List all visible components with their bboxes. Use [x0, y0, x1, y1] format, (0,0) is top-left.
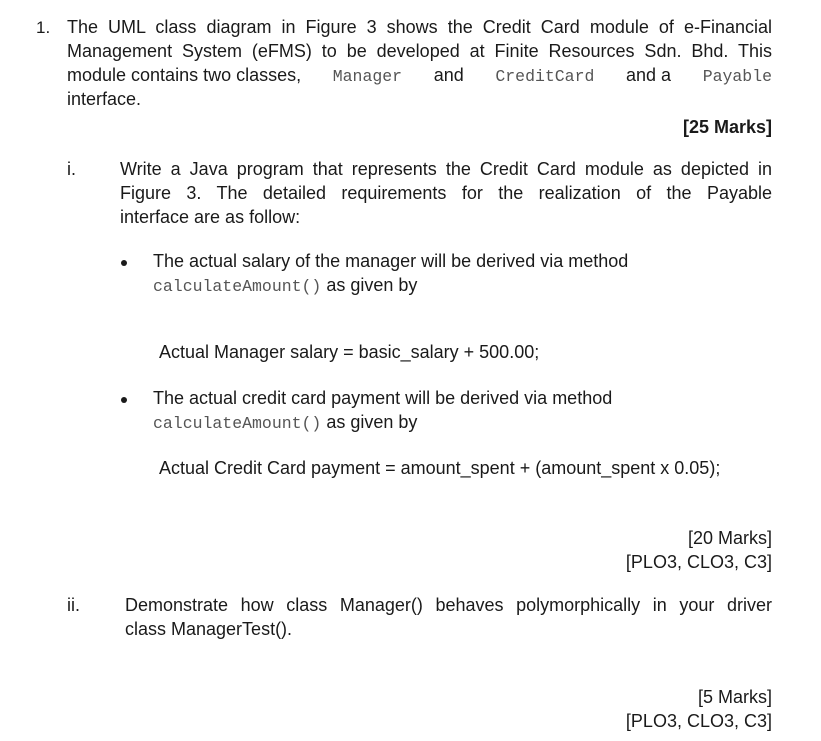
interface-name-payable: Payable	[702, 67, 772, 86]
part-i-marks: [20 Marks]	[687, 528, 772, 548]
bullet-2-marker	[121, 397, 127, 403]
intro-line-2: Management System (eFMS) to be developed at Finite Resources Sdn. Bhd. This	[67, 41, 772, 61]
part-ii-marks: [5 Marks]	[697, 687, 772, 707]
part-ii-outcomes: [PLO3, CLO3, C3]	[625, 711, 772, 731]
intro-line-3	[67, 64, 772, 88]
bullet-1-line-2-rest: as given by	[326, 275, 418, 295]
class-name-creditcard: CreditCard	[495, 67, 595, 86]
intro-line-3-and-a: and a	[626, 65, 672, 85]
bullet-2-line-2	[153, 411, 417, 435]
part-ii-line-2: class ManagerTest().	[125, 619, 293, 639]
intro-line-1: The UML class diagram in Figure 3 shows the Credit Card module of e-Financial	[67, 17, 772, 37]
class-name-manager: Manager	[332, 67, 403, 86]
part-i-line-2: Figure 3. The detailed requirements for the realization of the Payable	[120, 183, 772, 203]
bullet-2-method: calculateAmount()	[153, 414, 322, 433]
part-i-label: i.	[67, 159, 76, 179]
bullet-1-marker	[121, 260, 127, 266]
bullet-1-line-1: The actual salary of the manager will be derived via method	[153, 251, 629, 271]
question-number: 1.	[36, 18, 51, 37]
intro-line-4: interface.	[67, 89, 142, 109]
part-ii-label: ii.	[67, 595, 80, 615]
bullet-2-line-1: The actual credit card payment will be derived via method	[153, 388, 613, 408]
intro-line-3-and: and	[433, 65, 464, 85]
part-ii-line-1: Demonstrate how class Manager() behaves polymorphically in your driver	[125, 595, 772, 615]
bullet-1-method: calculateAmount()	[153, 277, 322, 296]
total-marks: [25 Marks]	[682, 117, 772, 137]
part-i-line-1: Write a Java program that represents the Credit Card module as depicted in	[120, 159, 772, 179]
part-i-outcomes: [PLO3, CLO3, C3]	[625, 552, 772, 572]
formula-manager-salary: Actual Manager salary = basic_salary + 500.00;	[159, 342, 540, 362]
bullet-1-line-2	[153, 274, 417, 298]
intro-line-3-text-a: module contains two classes,	[67, 65, 302, 85]
formula-credit-card-payment: Actual Credit Card payment = amount_spent + (amount_spent x 0.05);	[159, 458, 721, 478]
part-i-line-3: interface are as follow:	[120, 207, 301, 227]
bullet-2-line-2-rest: as given by	[326, 412, 418, 432]
